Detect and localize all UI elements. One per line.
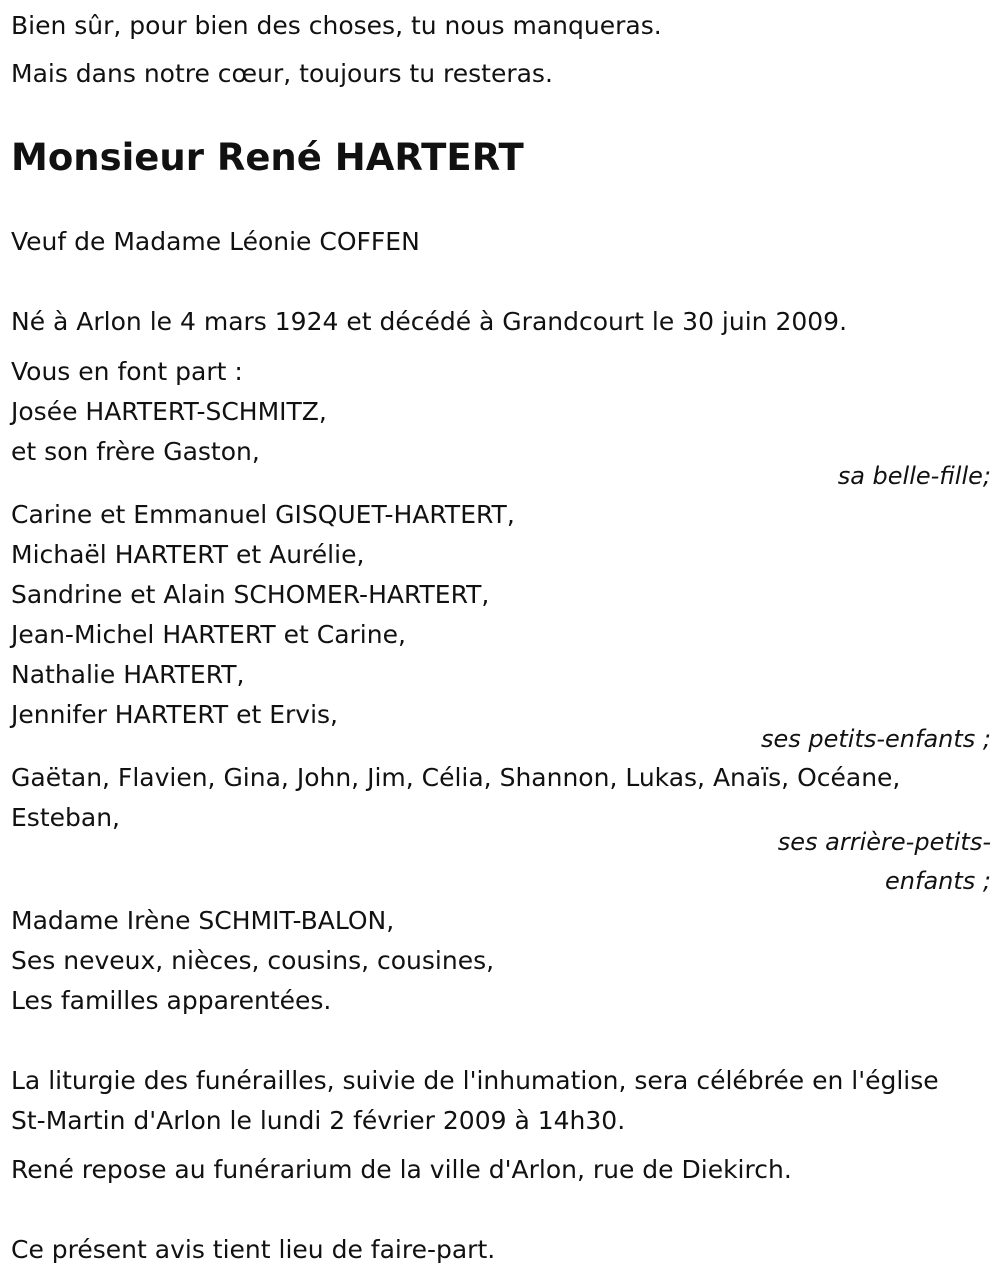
family-name-line: Sandrine et Alain SCHOMER-HARTERT, bbox=[11, 580, 490, 609]
relation-label: enfants ; bbox=[885, 867, 991, 895]
poem-line-2: Mais dans notre cœur, toujours tu resteras. bbox=[11, 59, 553, 88]
birth-death-line: Né à Arlon le 4 mars 1924 et décédé à Grandcourt le 30 juin 2009. bbox=[11, 307, 848, 336]
relation-label: sa belle-fille; bbox=[837, 462, 991, 490]
family-name-line: Michaël HARTERT et Aurélie, bbox=[11, 540, 365, 569]
family-name-line: Madame Irène SCHMIT-BALON, bbox=[11, 906, 395, 935]
poem-line-1: Bien sûr, pour bien des choses, tu nous manqueras. bbox=[11, 11, 662, 40]
funeral-line-2: St-Martin d'Arlon le lundi 2 février 2009 à 14h30. bbox=[11, 1106, 626, 1135]
family-name-line: et son frère Gaston, bbox=[11, 437, 260, 466]
family-name-line: Ses neveux, nièces, cousins, cousines, bbox=[11, 946, 495, 975]
family-name-line: Carine et Emmanuel GISQUET-HARTERT, bbox=[11, 500, 515, 529]
family-name-line: Josée HARTERT-SCHMITZ, bbox=[11, 397, 327, 426]
family-name-line: Jennifer HARTERT et Ervis, bbox=[11, 700, 339, 729]
family-name-line: Gaëtan, Flavien, Gina, John, Jim, Célia, Shannon, Lukas, Anaïs, Océane, bbox=[11, 763, 901, 792]
widower-line: Veuf de Madame Léonie COFFEN bbox=[11, 227, 420, 256]
deceased-name-heading: Monsieur René HARTERT bbox=[11, 136, 524, 179]
family-name-line: Jean-Michel HARTERT et Carine, bbox=[11, 620, 406, 649]
relation-label: ses petits-enfants ; bbox=[760, 725, 991, 753]
family-name-line: Les familles apparentées. bbox=[11, 986, 332, 1015]
family-name-line: Esteban, bbox=[11, 803, 120, 832]
repose-line: René repose au funérarium de la ville d'Arlon, rue de Diekirch. bbox=[11, 1155, 792, 1184]
relation-label: ses arrière-petits- bbox=[777, 828, 991, 856]
closing-line: Ce présent avis tient lieu de faire-part. bbox=[11, 1235, 496, 1264]
funeral-line-1: La liturgie des funérailles, suivie de l'inhumation, sera célébrée en l'église bbox=[11, 1066, 939, 1095]
announcement-intro: Vous en font part : bbox=[11, 357, 243, 386]
family-name-line: Nathalie HARTERT, bbox=[11, 660, 245, 689]
